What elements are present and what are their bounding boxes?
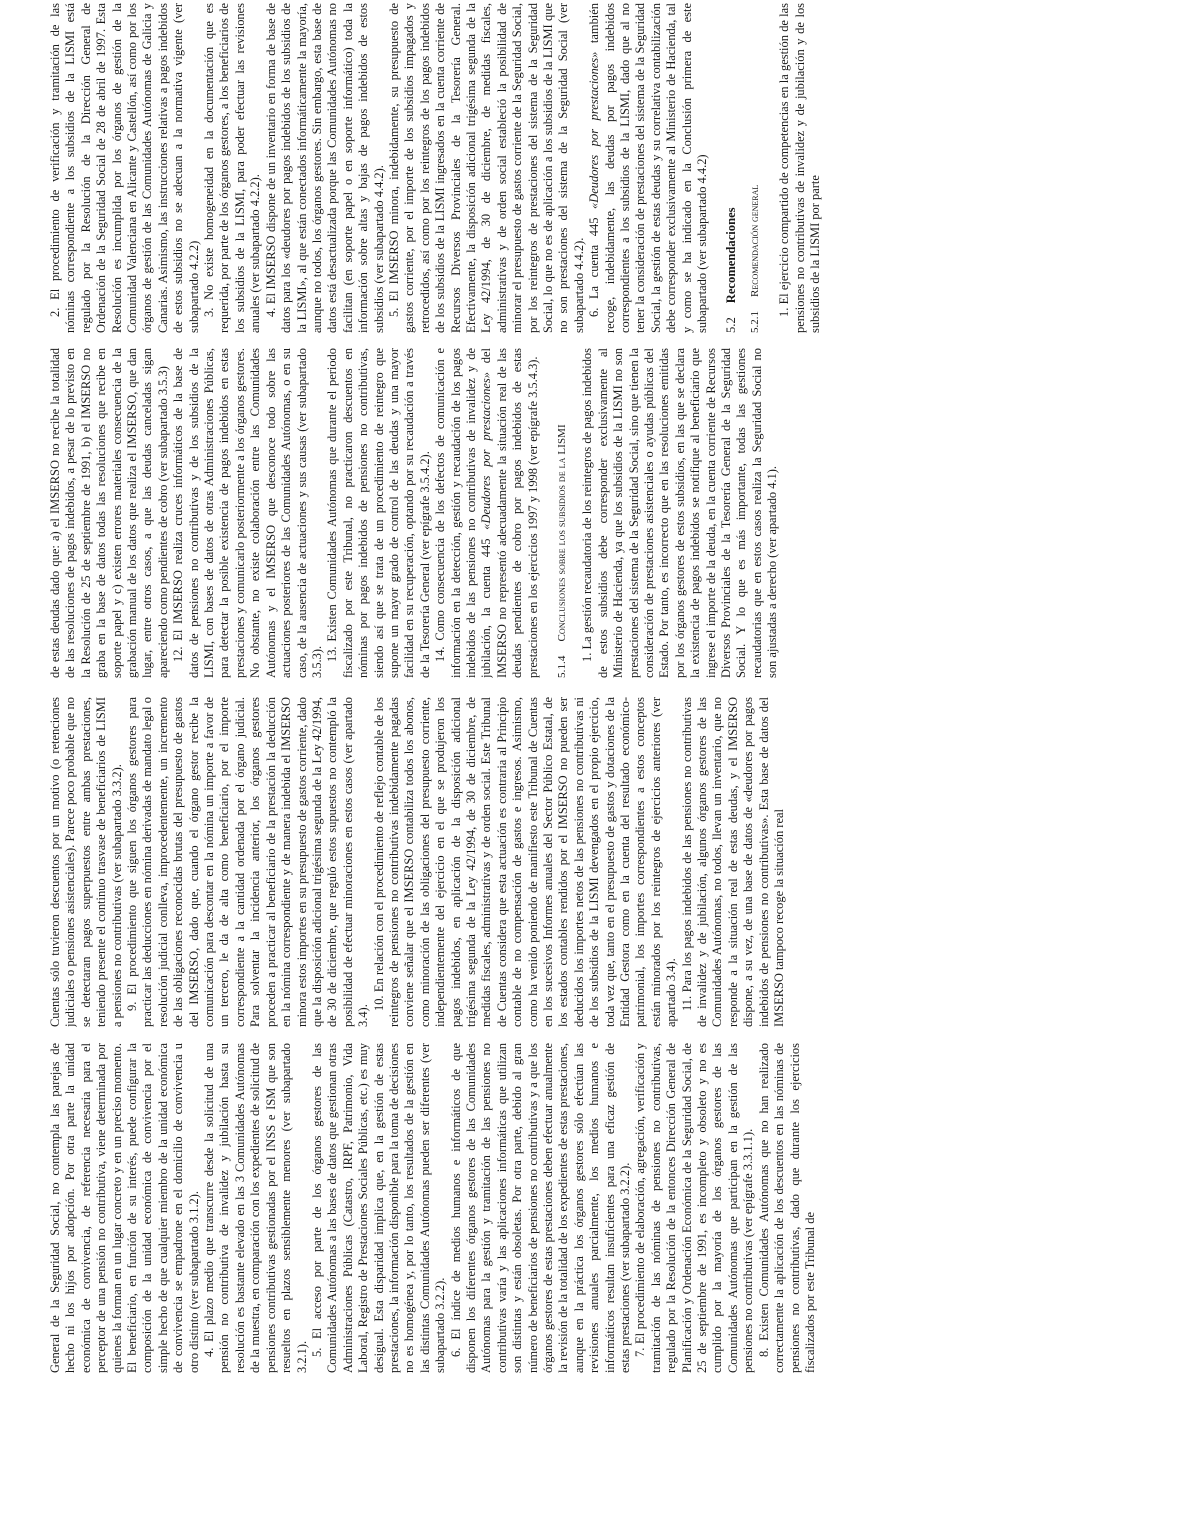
paragraph-conclusion-11: 11. Para los pagos indebidos de las pensiones no contributivas de invalidez y de jubilación, algunos órganos gestores de las Comunidades Autónomas, no todos, llevan un inventario, que no responde a la situación real de estas deudas, y el IMSERSO dispone, a su vez, de una base de datos de «deudores por pagos indebidos de pensiones no contributivas». Esta base de datos del IMSERSO tampoco recoge la situación real [679, 697, 787, 1027]
paragraph-conclusion-4: 4. El plazo medio que transcurre desde la solicitud de una pensión no contributiva de invalidez y jubilación hasta su resolución es bastante elevado en las 3 Comunidades Autónomas de la muestra, en comparación con los expedientes de solicitud de pensiones contributivas gestionadas por el INSS e ISM que son resueltos en plazos sensiblemente menores (ver subapartado 3.2.1). [202, 1043, 309, 1373]
section-number: 5.1.4 [556, 655, 568, 678]
paragraph-lismi-conclusion-2: 2. El procedimiento de verificación y tramitación de las nóminas correspondiente a los subsidios de la LISMI está regulado por la Resolución de la Dirección General de Ordenación de la Seguridad Social de 28 de abril de 1997. Esta Resolución es incumplida por los órganos de gestión de la Comunidad Valenciana en Alicante y Castellón, así como por los órganos de gestión de las Comunidades Autónomas de Galicia y Canarias. Asimismo, las instrucciones relativas a pagos indebidos de estos subsidios no se adecuan a la normativa vigente (ver subapartado 4.2.2) [48, 3, 201, 333]
paragraph-lismi-conclusion-5: 5. El IMSERSO minora, indebidamente, su presupuesto de gastos corriente, por el importe de los subsidios impagados y retrocedidos, así como por los reintegros de los pagos indebidos de los subsidios de la LISMI ingresados en la cuenta corriente de Recursos Diversos Provinciales de la Tesorería General. Efectivamente, la disposición adicional trigésima segunda de la Ley 42/1994, de 30 de diciembre, de medidas fiscales, administrativas y de orden social estableció la posibilidad de minorar el presupuesto de gastos corriente de la Seguridad Social, por los reintegros de prestaciones del sistema de la Seguridad Social, lo que no es de aplicación a los subsidios de la LISMI que no son prestaciones del sistema de la Seguridad Social (ver subapartado 4.4.2). [386, 3, 586, 333]
paragraph-conclusion-5: 5. El acceso por parte de los órganos gestores de las Comunidades Autónomas a las bases de datos que gestionan otras Administraciones Públicas (Catastro, IRPF, Patrimonio, Vida Laboral, Registro de Prestaciones Sociales Públicas, etc.) es muy desigual. Esta disparidad implica que, en la gestión de estas prestaciones, la información disponible para la toma de decisiones no es homogénea y, por lo tanto, los resultados de la gestión en las distintas Comunidades Autónomas pueden ser diferentes (ver subapartado 3.2.2). [309, 1043, 448, 1373]
text-column-2 [48, 697, 1133, 1027]
paragraph-conclusion-10: 10. En relación con el procedimiento de reflejo contable de los reintegros de pensiones no contributivas indebidamente pagadas conviene señalar que el IMSERSO contabiliza todos los abonos, como minoración de las obligaciones del presupuesto corriente, independientemente del ejercicio en el que se produjeron los pagos indebidos, en aplicación de la disposición adicional trigésima segunda de la Ley 42/1994, de 30 de diciembre, de medidas fiscales, administrativas y de orden social. Este Tribunal de Cuentas considera que esta actuación es contraria al Principio contable de no compensación de gastos e ingresos. Asimismo, como ha venido poniendo de manifiesto este Tribunal de Cuentas en los sucesivos Informes anuales del Sector Público Estatal, de los estados contables rendidos por el IMSERSO no pueden ser deducidos los importes netos de las pensiones no contributivas ni de los subsidios de la LISMI devengados en el propio ejercicio, toda vez que, tanto en el presupuesto de gastos y dotaciones de la Entidad Gestora como en la cuenta del resultado económico-patrimonial, los importes correspondientes a estos conceptos están minorados por los reintegros de ejercicios anteriores (ver apartado 3.4). [371, 697, 679, 1027]
section-title: Conclusiones sobre los subsidios de la LISMI [556, 424, 568, 642]
paragraph-text: también recoge, indebidamente, las deudas por pagos indebidos correspondientes a los subsidios de la LISMI, dado que al no tener la consideración de prestaciones del sistema de la Seguridad Social, la gestión de estas deudas y su correlativa contabilización debe corresponder exclusivamente al Ministerio de Hacienda, tal y como se ha indicado en la Conclusión primera de este subapartado (ver subapartado 4.4.2) [587, 3, 710, 333]
paragraph-conclusion-13: 13. Existen Comunidades Autónomas que durante el periodo fiscalizado por este Tribunal, no practicaron descuentos en nóminas por pagos indebidos de pensiones no contributivas, siendo así que se trata de un procedimiento de reintegro que supone un mayor grado de control de las deudas y una mayor facilidad en su recuperación, optando por su recaudación a través de la Tesorería General (ver epígrafe 3.5.4.2). [325, 348, 432, 678]
paragraph-conclusion-6: 6. El índice de medios humanos e informáticos de que disponen los diferentes órganos gestores de las Comunidades Autónomas para la gestión y tramitación de las pensiones no contributivas varía y las aplicaciones informáticas que utilizan son distintas y están obsoletas. Por otra parte, debido al gran número de beneficiarios de pensiones no contributivas y a que los órganos gestores de estas prestaciones deben efectuar anualmente la revisión de la totalidad de los expedientes de estas prestaciones, aunque en la práctica los órganos gestores sólo efectúan las revisiones anuales parcialmente, los medios humanos e informáticos resultan insuficientes para una eficaz gestión de estas prestaciones (ver subapartado 3.2.2). [448, 1043, 633, 1373]
paragraph-lismi-conclusion-1: 1. La gestión recaudatoria de los reintegros de pagos indebidos de estos subsidios debe corresponder exclusivamente al Ministerio de Hacienda, ya que los subsidios de la LISMI no son prestaciones del sistema de la Seguridad Social, sino que tienen la consideración de prestaciones asistenciales o ayudas públicas del Estado. Por tanto, es incorrecto que en las resoluciones emitidas por los órganos gestores de estos subsidios, en las que se declara la existencia de pagos indebidos se notifique al beneficiario que ingrese el importe de la deuda, en la cuenta corriente de Recursos Diversos Provinciales de la Tesorería General de la Seguridad Social. Y lo que es más importante, todas las gestiones recaudatorias que en estos casos realiza la Seguridad Social no son ajustadas a derecho (ver apartado 4.1). [580, 348, 780, 678]
section-title: Recomendaciones [724, 207, 739, 304]
text-column-1 [48, 1043, 1133, 1373]
paragraph-lismi-conclusion-3: 3. No existe homogeneidad en la documentación que es requerida, por parte de los órganos gestores, a los beneficiarios de los subsidios de la LISMI, para poder efectuar las revisiones anuales (ver subapartado 4.2.2). [202, 3, 263, 333]
paragraph-conclusion-7: 7. El procedimiento de elaboración, agregación, verificación y tramitación de las nóminas de pensiones no contributivas, regulado por la Resolución de la entonces Dirección General de Planificación y Ordenación Económica de la Seguridad Social, de 25 de septiembre de 1991, es incompleto y obsoleto y no es cumplido por la mayoría de los órganos gestores de las Comunidades Autónomas que participan en la gestión de las pensiones no contributivas (ver epígrafe 3.3.1.1). [633, 1043, 756, 1373]
paragraph-continuation: General de la Seguridad Social, no contempla las parejas de hecho ni los hijos por adopción. Por otra parte la unidad económica de convivencia, de referencia necesaria para el perceptor de una pensión no contributiva, viene determinada por quienes la forman en un lugar concreto y en un preciso momento. El beneficiario, en función de su interés, puede configurar la composición de la unidad económica de convivencia por el simple hecho de que cualquier miembro de la unidad económica de convivencia se empadrone en el domicilio de convivencia u otro distinto (ver subapartado 3.1.2). [48, 1043, 201, 1373]
paragraph-continuation: Cuentas sólo tuvieron descuentos por un motivo (o retenciones judiciales o pensiones asistenciales). Parece poco probable que no se detectaran pagos superpuestos entre ambas prestaciones, teniendo presente el continuo trasvase de beneficiarios de LISMI a pensiones no contributivas (ver subapartado 3.3.2). [48, 697, 124, 1027]
paragraph-text: 6. La cuenta 445 [587, 208, 602, 317]
paragraph-lismi-conclusion-4: 4. El IMSERSO dispone de un inventario en forma de base de datos para los «deudores por pagos indebidos de los subsidios de la LISMI», al que están conectados informáticamente la mayoría, aunque no todos, los órganos gestores. Sin embargo, esta base de datos está desactualizada porque las Comunidades Autónomas no facilitan (en soporte papel o en soporte informático) toda la información sobre altas y bajas de pagos indebidos de estos subsidios (ver subapartado 4.4.2). [263, 3, 386, 333]
text-column-3 [48, 348, 1133, 678]
paragraph-conclusion-14 [433, 348, 541, 678]
section-title: Recomendación general [748, 184, 761, 297]
italic-account-name: «Deudores por prestaciones» [479, 372, 494, 530]
section-heading-5-2 [724, 3, 739, 333]
paragraph-conclusion-9: 9. El procedimiento que siguen los órganos gestores para practicar las deducciones en nómina derivadas de mandato legal o resolución judicial conlleva, improcedentemente, un incremento de las obligaciones reconocidas brutas del presupuesto de gastos del IMSERSO, dado que, cuando el órgano gestor recibe la comunicación para descontar en la nómina un importe a favor de un tercero, le da de alta como beneficiario, por el importe correspondiente a la cantidad ordenada por el órgano judicial. Para solventar la incidencia anterior, los órganos gestores proceden a practicar al beneficiario de la prestación la deducción en la nómina correspondiente y de manera indebida el IMSERSO minora estos importes en su presupuesto de gastos corriente, dado que la disposición adicional trigésima segunda de la Ley 42/1994, de 30 de diciembre, que reguló estos supuestos no contempló la posibilidad de efectuar minoraciones en estos casos (ver apartado 3.4). [125, 697, 371, 1027]
paragraph-conclusion-12: 12. El IMSERSO realiza cruces informáticos de la base de datos de pensiones no contributivas y de los subsidios de la LISMI, con bases de datos de otras Administraciones Públicas, para detectar la posible existencia de pagos indebidos en estas prestaciones y comunicarlo posteriormente a los órganos gestores. No obstante, no existe colaboración entre las Comunidades Autónomas y el IMSERSO que desconoce todo sobre las actuaciones posteriores de las Comunidades Autónomas, o en su caso, de la ausencia de actuaciones y sus causas (ver subapartado 3.5.3). [171, 348, 324, 678]
section-number: 5.2 [724, 317, 739, 333]
paragraph-recommendation-1: 1. El ejercicio compartido de competencias en la gestión de las pensiones no contributivas de invalidez y de jubilación y de los subsidios de la LISMI por parte [777, 3, 823, 333]
paragraph-text: del IMSERSO no representó adecuadamente la situación real de las deudas pendientes de cobro por pagos indebidos de estas prestaciones en los ejercicios 1997 y 1998 (ver epígrafe 3.5.4.3). [479, 348, 540, 678]
text-column-4 [48, 3, 1133, 333]
section-heading-5-2-1 [748, 3, 763, 333]
paragraph-lismi-conclusion-6 [587, 3, 710, 333]
paragraph-text: 14. Como consecuencia de los defectos de comunicación e información en la detección, gestión y recaudación de los pagos indebidos de las pensiones no contributivas de invalidez y de jubilación, la cuenta 445 [433, 348, 494, 678]
italic-account-name: «Deudores por prestaciones» [587, 51, 602, 209]
paragraph-continuation: de estas deudas dado que: a) el IMSERSO no recibe la totalidad de las resoluciones de pagos indebidos, a pesar de lo previsto en la Resolución de 25 de septiembre de 1991, b) el IMSERSO no graba en la base de datos todas las resoluciones que recibe en soporte papel y c) existen errores materiales consecuencia de la grabación manual de los datos que realiza el IMSERSO, que dan lugar, entre otros casos, a que las deudas canceladas sigan apareciendo como pendientes de cobro (ver subapartado 3.5.3) [48, 348, 170, 678]
section-number: 5.2.1 [748, 311, 761, 333]
paragraph-conclusion-8: 8. Existen Comunidades Autónomas que no han realizado correctamente la aplicación de los descuentos en las nóminas de pensiones no contributivas, dado que durante los ejercicios fiscalizados por este Tribunal de [756, 1043, 817, 1373]
section-heading-5-1-4 [555, 348, 570, 678]
